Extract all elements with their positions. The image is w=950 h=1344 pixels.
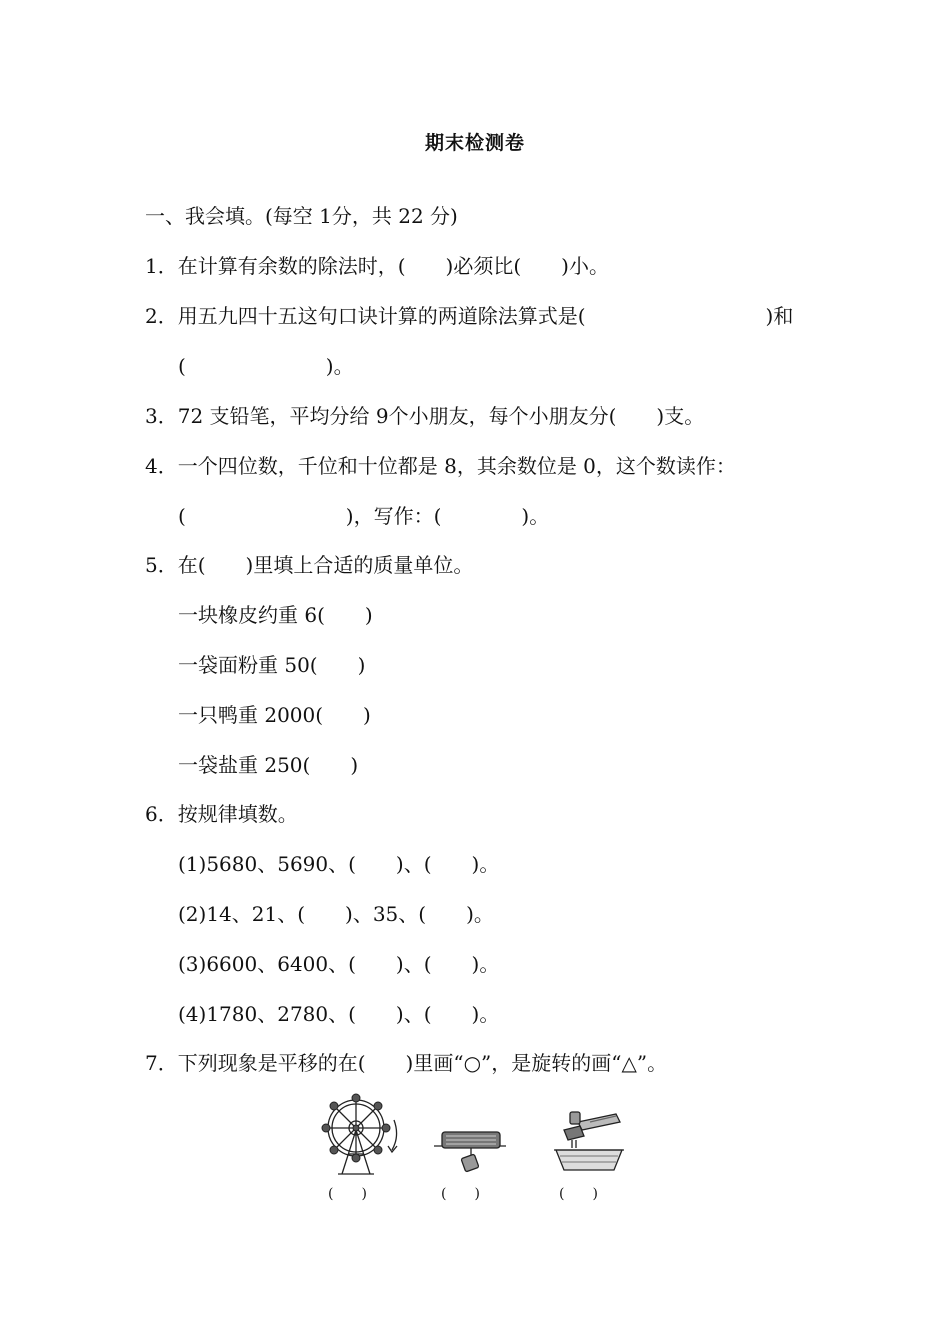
question-3 (145, 402, 704, 430)
question-text: 一个四位数，千位和十位都是 8，其余数位是 0，这个数读作： (177, 454, 736, 478)
question-text: 用五九四十五这句口诀计算的两道除法算式是( )和 (177, 304, 794, 328)
section-heading: 一、我会填。(每空 1分，共 22 分) (145, 204, 458, 228)
question-number: 1． (145, 254, 178, 278)
q5-item: 一只鸭重 2000( ) (178, 703, 371, 727)
question-7 (145, 1049, 667, 1077)
question-number: 5． (145, 553, 178, 577)
paint-roller-icon (430, 1120, 510, 1175)
question-number: 7． (145, 1051, 178, 1075)
question-text: 下列现象是平移的在( )里画“○”，是旋转的画“△”。 (177, 1051, 668, 1075)
figure-1-answer-blank[interactable]: ( ) (328, 1186, 367, 1202)
question-number: 3． (145, 404, 178, 428)
ferris-wheel-icon (314, 1090, 409, 1180)
q6-item: (2)14、21、( )、35、( )。 (178, 902, 494, 926)
faucet-basin-icon (550, 1108, 630, 1178)
question-text: 在计算有余数的除法时，( )必须比( )小。 (177, 254, 609, 278)
question-text: 按规律填数。 (177, 802, 298, 826)
question-text: 在( )里填上合适的质量单位。 (177, 553, 474, 577)
q5-item: 一袋盐重 250( ) (178, 753, 359, 777)
question-number: 2． (145, 304, 178, 328)
question-5 (145, 551, 473, 579)
q5-item: 一块橡皮约重 6( ) (178, 603, 373, 627)
question-number: 6． (145, 802, 178, 826)
figure-2-answer-blank[interactable]: ( ) (441, 1186, 480, 1202)
question-6 (145, 800, 298, 828)
question-text: 72 支铅笔，平均分给 9个小朋友，每个小朋友分( )支。 (177, 404, 705, 428)
q6-item: (3)6600、6400、( )、( )。 (178, 952, 500, 976)
q6-item: (1)5680、5690、( )、( )。 (178, 852, 500, 876)
figure-3-answer-blank[interactable]: ( ) (559, 1186, 598, 1202)
q7-figures (300, 1090, 640, 1205)
ferris-wheel-figure (314, 1090, 409, 1180)
question-4-continued: ( )，写作：( )。 (178, 504, 550, 528)
q6-item: (4)1780、2780、( )、( )。 (178, 1002, 500, 1026)
q5-item: 一袋面粉重 50( ) (178, 653, 366, 677)
paint-roller-figure (430, 1120, 510, 1175)
page-title: 期末检测卷 (424, 132, 525, 154)
faucet-basin-figure (550, 1108, 630, 1178)
question-4 (145, 452, 736, 480)
question-number: 4． (145, 454, 178, 478)
question-2 (145, 302, 793, 330)
question-1 (145, 252, 609, 280)
question-2-continued: ( )。 (178, 354, 354, 378)
